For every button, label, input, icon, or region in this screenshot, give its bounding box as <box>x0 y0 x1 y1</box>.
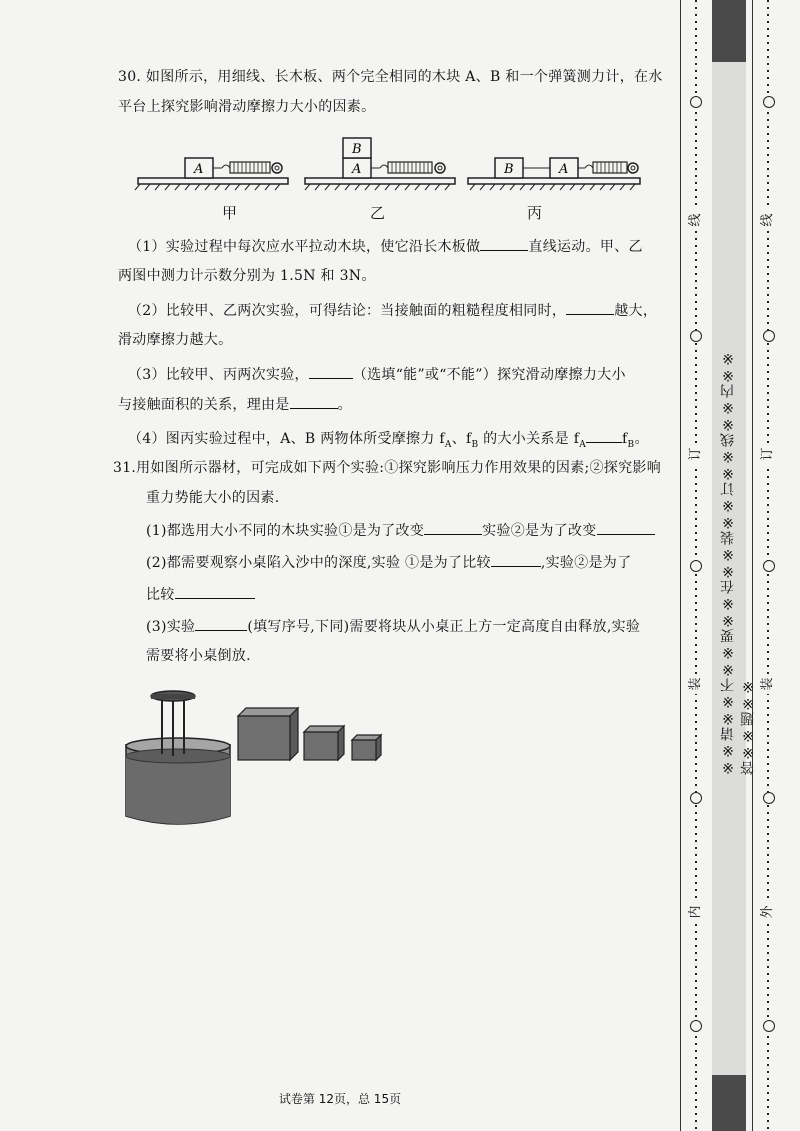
binding-hole-icon <box>763 96 775 108</box>
q30-part1: （1）实验过程中每次应水平拉动木块，使它沿长木板做 直线运动。甲、乙 <box>128 236 643 257</box>
answer-blank[interactable] <box>597 520 655 535</box>
answer-blank[interactable] <box>566 300 614 315</box>
fig-label-yi: 乙 <box>370 204 386 222</box>
q30-line2: 平台上探究影响滑动摩擦力大小的因素。 <box>118 99 376 115</box>
block-a-bing: A <box>559 162 569 177</box>
inner-marker-nei: 内 <box>688 902 704 922</box>
inner-marker-xian: 线 <box>688 210 704 230</box>
q30-part4: （4）图丙实验过程中，A、B 两物体所受摩擦力 $f_A$、$f_B$ 的大小关系是 $f_A$ $f_B$。 <box>128 428 649 455</box>
q31-part2: (2)都需要观察小桌陷入沙中的深度,实验 ①是为了比较 ,实验②是为了 <box>146 552 631 573</box>
binding-band-bottom <box>712 1075 746 1131</box>
outer-marker-zhuang: 装 <box>760 674 776 694</box>
answer-blank[interactable] <box>175 584 255 599</box>
binding-hole-icon <box>690 792 702 804</box>
answer-blank[interactable] <box>480 236 528 251</box>
q31-figure <box>118 684 398 834</box>
answer-blank[interactable] <box>290 394 338 409</box>
binding-hole-icon <box>690 1020 702 1032</box>
page-footer: 试卷第 12页，总 15页 <box>278 1092 402 1106</box>
binding-hole-icon <box>690 330 702 342</box>
q30-figure <box>130 130 650 230</box>
q30-part3-cont: 与接触面积的关系，理由是 。 <box>118 394 352 415</box>
block-a-yi: A <box>352 162 362 177</box>
inner-marker-zhuang: 装 <box>688 674 704 694</box>
binding-hole-icon <box>763 1020 775 1032</box>
no-answer-warning: ※※请※※不※※要※※在※※装※※订※※线※※内※※答※※题※※ <box>720 349 756 775</box>
q31-part1: (1)都选用大小不同的木块实验①是为了改变 实验②是为了改变 <box>146 520 655 541</box>
q30-part2-cont: 滑动摩擦力越大。 <box>118 332 233 348</box>
binding-border-left <box>680 0 681 1131</box>
q31-part3-cont: 需要将小桌倒放. <box>146 648 251 664</box>
answer-blank[interactable] <box>309 364 353 379</box>
binding-hole-icon <box>763 792 775 804</box>
binding-border-middle <box>752 0 753 1131</box>
q30-part3: （3）比较甲、丙两次实验， （选填“能”或“不能”）探究滑动摩擦力大小 <box>128 364 626 385</box>
block-b-yi: B <box>352 142 362 157</box>
q31-line1: 31.用如图所示器材，可完成如下两个实验:①探究影响压力作用效果的因素;②探究影响 <box>113 460 661 476</box>
q31-line2: 重力势能大小的因素. <box>146 490 280 506</box>
inner-marker-ding: 订 <box>688 444 704 464</box>
q31-part3: (3)实验 (填写序号,下同)需要将块从小桌正上方一定高度自由释放,实验 <box>146 616 640 637</box>
fig-label-bing: 丙 <box>527 204 543 222</box>
answer-blank[interactable] <box>491 552 541 567</box>
block-b-bing: B <box>504 162 514 177</box>
figure-jia <box>135 158 288 190</box>
answer-blank[interactable] <box>424 520 482 535</box>
binding-hole-icon <box>763 560 775 572</box>
outer-marker-xian: 线 <box>760 210 776 230</box>
q30-part1-cont: 两图中测力计示数分别为 1.5N 和 3N。 <box>118 268 376 284</box>
binding-hole-icon <box>690 560 702 572</box>
q30-line1: 30. 如图所示，用细线、长木板、两个完全相同的木块 A、B 和一个弹簧测力计，在水 <box>118 69 663 85</box>
fig-label-jia: 甲 <box>222 204 238 222</box>
binding-hole-icon <box>763 330 775 342</box>
block-a-jia: A <box>194 162 204 177</box>
answer-blank[interactable] <box>586 428 622 443</box>
q30-part2: （2）比较甲、乙两次实验，可得结论：当接触面的粗糙程度相同时， 越大， <box>128 300 657 321</box>
binding-band-top <box>712 0 746 62</box>
outer-marker-wai: 外 <box>760 902 776 922</box>
figure-yi <box>305 138 455 190</box>
figure-bing <box>468 158 640 190</box>
answer-blank[interactable] <box>195 616 247 631</box>
binding-hole-icon <box>690 96 702 108</box>
q31-part2-cont: 比较 <box>146 584 255 605</box>
outer-marker-ding: 订 <box>760 444 776 464</box>
